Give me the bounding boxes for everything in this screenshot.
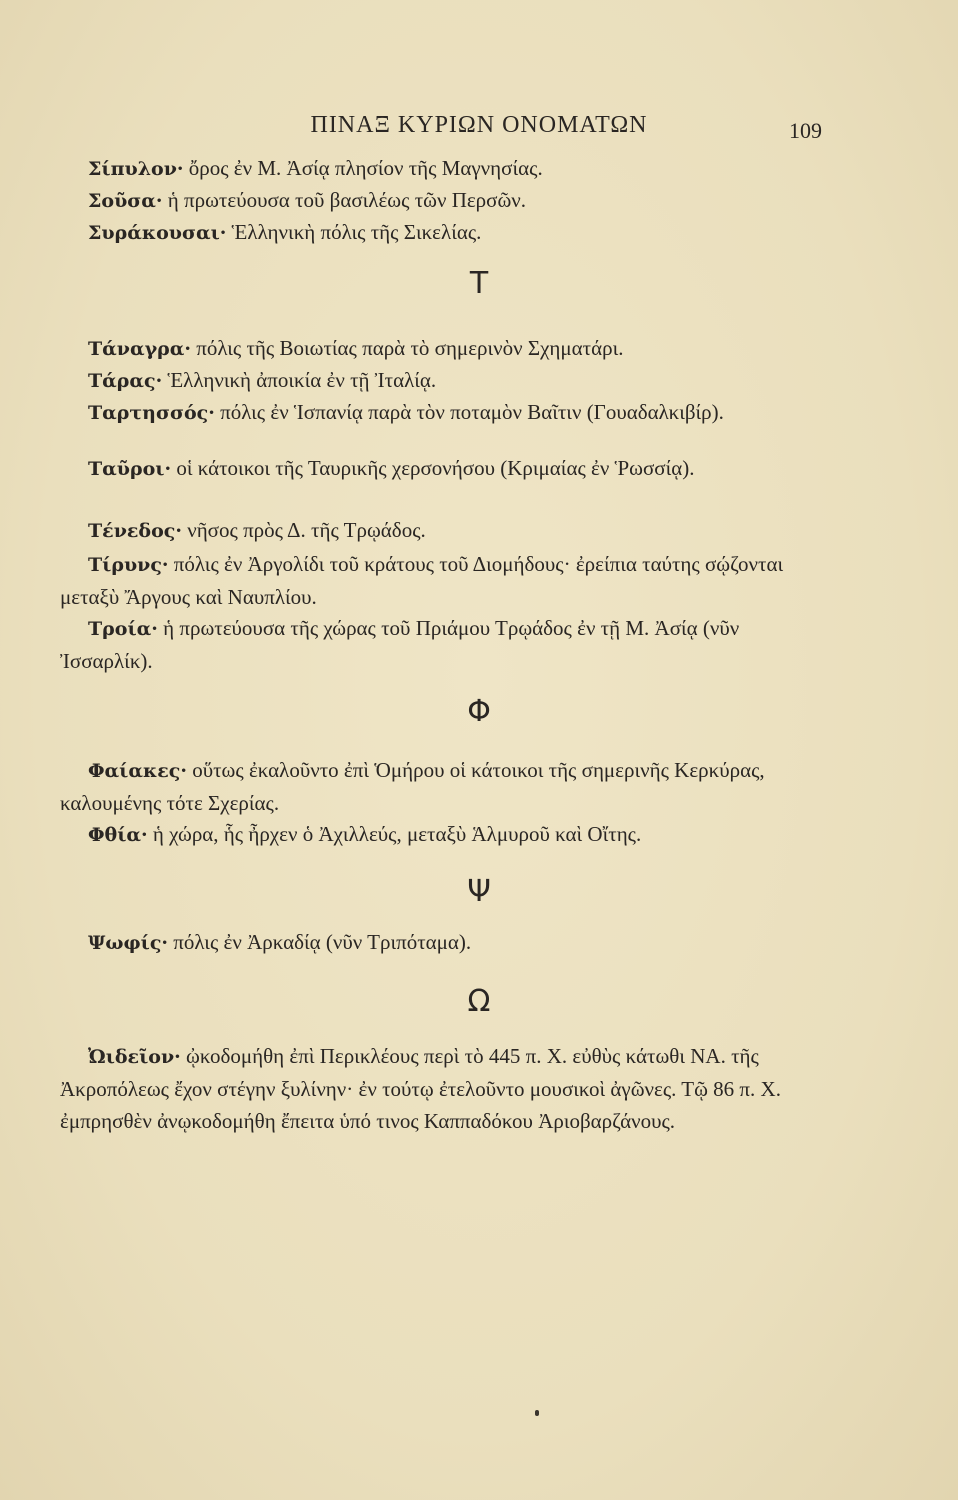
section-letter-tau: Τ (469, 266, 489, 301)
entry-sipylon (60, 152, 820, 185)
entry-term: Τένεδος· (88, 520, 182, 542)
entry-term: Ὠιδεῖον· (88, 1046, 181, 1068)
entry-phaiakes (60, 754, 820, 819)
entry-term: Συράκουσαι· (88, 222, 227, 244)
entry-text: ἡ πρωτεύουσα τοῦ βασιλέως τῶν Περσῶν. (162, 188, 527, 212)
entry-text: οἱ κάτοικοι τῆς Ταυρικῆς χερσονήσου (Κριμαίας ἐν Ῥωσσίᾳ). (171, 456, 695, 480)
entry-tauroi (60, 452, 820, 485)
entry-text: πόλις ἐν Ἀρκαδίᾳ (νῦν Τριπόταμα). (168, 930, 472, 954)
entry-text: νῆσος πρὸς Δ. τῆς Τρῳάδος. (181, 518, 426, 542)
entry-term: Τίρυνς· (88, 554, 169, 576)
entry-term: Ψωφίς· (88, 932, 169, 954)
entry-term: Τροία· (88, 618, 158, 640)
page-number: 109 (789, 118, 822, 143)
entry-text: πόλις τῆς Βοιωτίας παρὰ τὸ σημερινὸν Σχηματάρι. (190, 336, 624, 360)
entry-troia (60, 612, 820, 677)
entry-tenedos (60, 514, 820, 547)
entry-tiryns (60, 548, 820, 613)
entry-term: Σοῦσα· (88, 190, 163, 212)
entry-tanagra (60, 332, 820, 365)
entry-text: ὄρος ἐν Μ. Ἀσίᾳ πλησίον τῆς Μαγνησίας. (183, 156, 543, 180)
entry-sousa (60, 184, 820, 217)
ink-speck (535, 1410, 539, 1416)
section-letter-psi: Ψ (467, 874, 491, 909)
entry-tartessos (60, 396, 820, 429)
entry-taras (60, 364, 820, 397)
running-title: ΠΙΝΑΞ ΚΥΡΙΩΝ ΟΝΟΜΑΤΩΝ (310, 112, 648, 138)
entry-text: Ἑλληνικὴ ἀποικία ἐν τῇ Ἰταλίᾳ. (162, 368, 437, 392)
entry-text: πόλις ἐν Ἀργολίδι τοῦ κράτους τοῦ Διομήδους· ἐρείπια ταύτης σῴζονται μεταξὺ Ἄργους καὶ Ναυπλίου. (60, 552, 784, 609)
entry-term: Ταῦροι· (88, 458, 172, 480)
page-header (0, 112, 958, 146)
section-letter-phi: Φ (467, 694, 491, 729)
entry-text: πόλις ἐν Ἱσπανίᾳ παρὰ τὸν ποταμὸν Βαῖτιν (Γουαδαλκιβίρ). (214, 400, 724, 424)
entry-text: οὕτως ἐκαλοῦντο ἐπὶ Ὁμήρου οἱ κάτοικοι τῆς σημερινῆς Κερκύρας, καλουμένης τότε Σχερίας. (60, 758, 765, 815)
entry-term: Ταρτησσός· (88, 402, 215, 424)
section-letter-omega: Ω (467, 984, 491, 1019)
entry-term: Σίπυλον· (88, 158, 184, 180)
entry-phthia (60, 818, 820, 851)
entry-psophis (60, 926, 820, 959)
entry-term: Τάναγρα· (88, 338, 191, 360)
entry-syrakousai (60, 216, 820, 249)
entry-text: ἡ πρωτεύουσα τῆς χώρας τοῦ Πριάμου Τρῳάδος ἐν τῇ Μ. Ἀσίᾳ (νῦν Ἰσσαρλίκ). (60, 616, 740, 673)
entry-text: Ἑλληνικὴ πόλις τῆς Σικελίας. (226, 220, 482, 244)
entry-term: Φθία· (88, 824, 148, 846)
entry-term: Φαίακες· (88, 760, 187, 782)
entry-term: Τάρας· (88, 370, 163, 392)
entry-odeion (60, 1040, 820, 1137)
entry-text: ἡ χώρα, ἧς ἦρχεν ὁ Ἀχιλλεύς, μεταξὺ Ἁλμυροῦ καὶ Οἴτης. (147, 822, 642, 846)
entry-text: ᾠκοδομήθη ἐπὶ Περικλέους περὶ τὸ 445 π. Χ. εὐθὺς κάτωθι ΝΑ. τῆς Ἀκροπόλεως ἔχον στέγην ξυλίνην· ἐν τούτῳ ἐτελοῦντο μουσικοὶ ἀγῶνες. Τῷ 86 π. Χ. ἐμπρησθὲν ἀνῳκοδομήθη ἔπειτα ὑπό τινος Καππαδόκου Ἀριοβαρζάνους. (60, 1044, 781, 1133)
